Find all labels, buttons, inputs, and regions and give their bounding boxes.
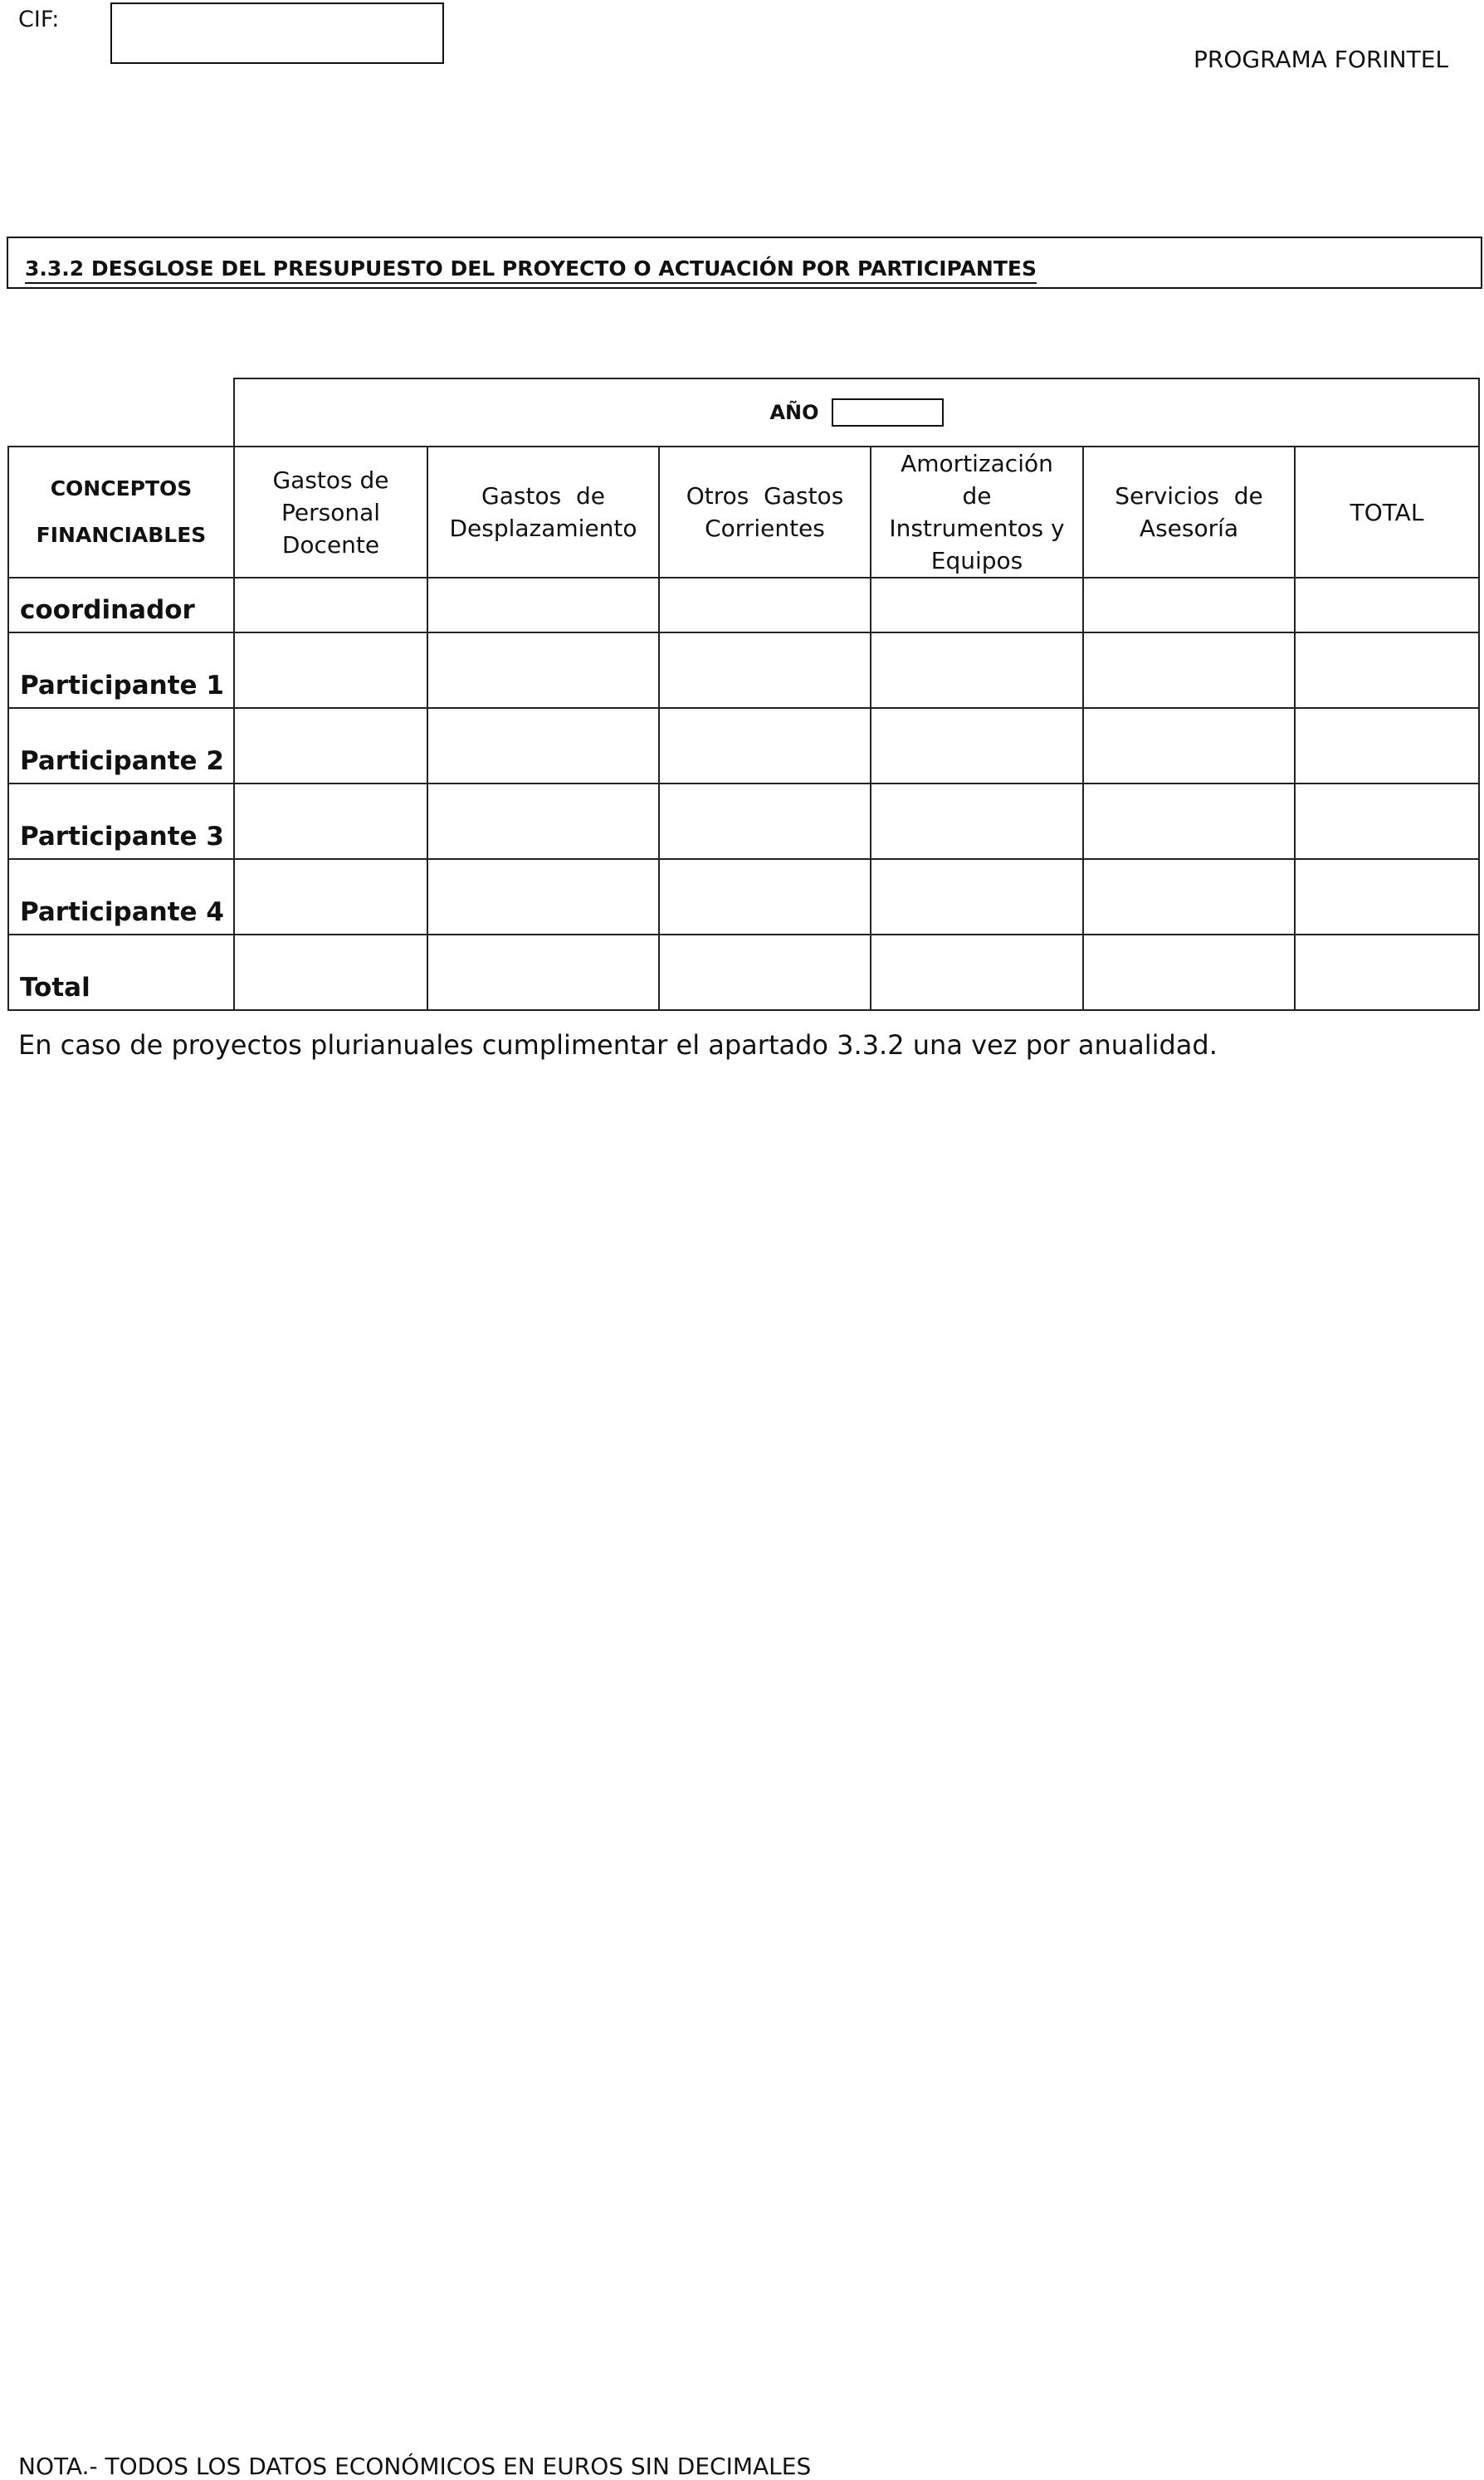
header-line: Desplazamiento — [449, 515, 637, 542]
header-line: Amortización — [901, 450, 1053, 477]
budget-table — [7, 378, 1480, 1011]
header-line: Otros Gastos — [686, 482, 844, 510]
year-input[interactable] — [832, 398, 944, 427]
program-title: PROGRAMA FORINTEL — [1194, 46, 1448, 73]
row-label — [8, 578, 234, 632]
row-label — [8, 859, 234, 935]
header-line: Corrientes — [705, 515, 825, 542]
amount-cell[interactable] — [1295, 578, 1479, 632]
cif-label: CIF: — [18, 7, 60, 32]
amount-cell[interactable] — [871, 578, 1083, 632]
table-row — [8, 578, 1479, 632]
amount-cell[interactable] — [659, 859, 871, 935]
row-label-text: Participante 4 — [20, 897, 224, 927]
header-line: Equipos — [930, 547, 1023, 574]
header-line: Docente — [281, 530, 380, 559]
amount-cell[interactable] — [659, 578, 871, 632]
column-header-desplazamiento — [427, 447, 659, 578]
row-label — [8, 784, 234, 859]
row-label — [8, 632, 234, 708]
row-label-text: Participante 3 — [20, 822, 224, 852]
footnote: En caso de proyectos plurianuales cumplimentar el apartado 3.3.2 una vez por anualidad. — [18, 1029, 1218, 1061]
amount-cell[interactable] — [234, 784, 427, 859]
concepts-header-line: CONCEPTOS — [50, 476, 193, 500]
table-corner — [8, 378, 234, 447]
row-label-text: Participante 2 — [20, 746, 224, 776]
amount-cell[interactable] — [427, 859, 659, 935]
concepts-header-line: FINANCIABLES — [36, 523, 207, 547]
section-title: 3.3.2 DESGLOSE DEL PRESUPUESTO DEL PROYECTO O ACTUACIÓN POR PARTICIPANTES — [25, 256, 1037, 284]
amount-cell[interactable] — [234, 935, 427, 1010]
column-header-total — [1295, 447, 1479, 578]
table-row — [8, 784, 1479, 859]
amount-cell[interactable] — [659, 708, 871, 784]
header-line: Gastos de — [272, 466, 389, 494]
cif-input[interactable] — [110, 2, 444, 64]
amount-cell[interactable] — [1083, 632, 1295, 708]
header-line: Servicios de — [1115, 482, 1263, 510]
amount-cell[interactable] — [234, 859, 427, 935]
amount-cell[interactable] — [234, 708, 427, 784]
amount-cell[interactable] — [871, 632, 1083, 708]
header-line: de — [962, 482, 992, 510]
header-line: Instrumentos y — [889, 515, 1065, 542]
amount-cell[interactable] — [1083, 859, 1295, 935]
row-label-text: Participante 1 — [20, 671, 224, 701]
row-label — [8, 708, 234, 784]
amount-cell[interactable] — [427, 935, 659, 1010]
column-header-personal — [234, 447, 427, 578]
table-row — [8, 632, 1479, 708]
amount-cell[interactable] — [871, 708, 1083, 784]
amount-cell[interactable] — [427, 578, 659, 632]
amount-cell[interactable] — [1083, 935, 1295, 1010]
table-row — [8, 859, 1479, 935]
section-header — [7, 237, 1482, 289]
amount-cell[interactable] — [234, 578, 427, 632]
column-header-amortizacion — [871, 447, 1083, 578]
amount-cell[interactable] — [427, 632, 659, 708]
row-label-text: Total — [20, 973, 90, 1003]
amount-cell[interactable] — [1083, 578, 1295, 632]
header-line: TOTAL — [1350, 498, 1424, 526]
header-line: Personal — [281, 498, 381, 526]
amount-cell[interactable] — [1295, 632, 1479, 708]
amount-cell[interactable] — [1295, 784, 1479, 859]
amount-cell[interactable] — [1083, 708, 1295, 784]
amount-cell[interactable] — [1295, 935, 1479, 1010]
row-label — [8, 935, 234, 1010]
amount-cell[interactable] — [659, 784, 871, 859]
year-cell — [234, 378, 1479, 447]
header-line: Gastos de — [481, 482, 605, 510]
amount-cell[interactable] — [234, 632, 427, 708]
nota-text: NOTA.- TODOS LOS DATOS ECONÓMICOS EN EUROS SIN DECIMALES — [18, 2453, 812, 2480]
header-line: Asesoría — [1139, 515, 1239, 542]
amount-cell[interactable] — [871, 859, 1083, 935]
amount-cell[interactable] — [1295, 708, 1479, 784]
amount-cell[interactable] — [871, 784, 1083, 859]
amount-cell[interactable] — [1295, 859, 1479, 935]
year-label: AÑO — [769, 401, 819, 424]
column-header-asesoria — [1083, 447, 1295, 578]
column-header-otros — [659, 447, 871, 578]
amount-cell[interactable] — [659, 935, 871, 1010]
row-label-text: coordinador — [20, 595, 195, 625]
table-row-total — [8, 935, 1479, 1010]
amount-cell[interactable] — [427, 784, 659, 859]
table-row — [8, 708, 1479, 784]
amount-cell[interactable] — [427, 708, 659, 784]
amount-cell[interactable] — [871, 935, 1083, 1010]
amount-cell[interactable] — [659, 632, 871, 708]
amount-cell[interactable] — [1083, 784, 1295, 859]
concepts-header — [8, 447, 234, 578]
